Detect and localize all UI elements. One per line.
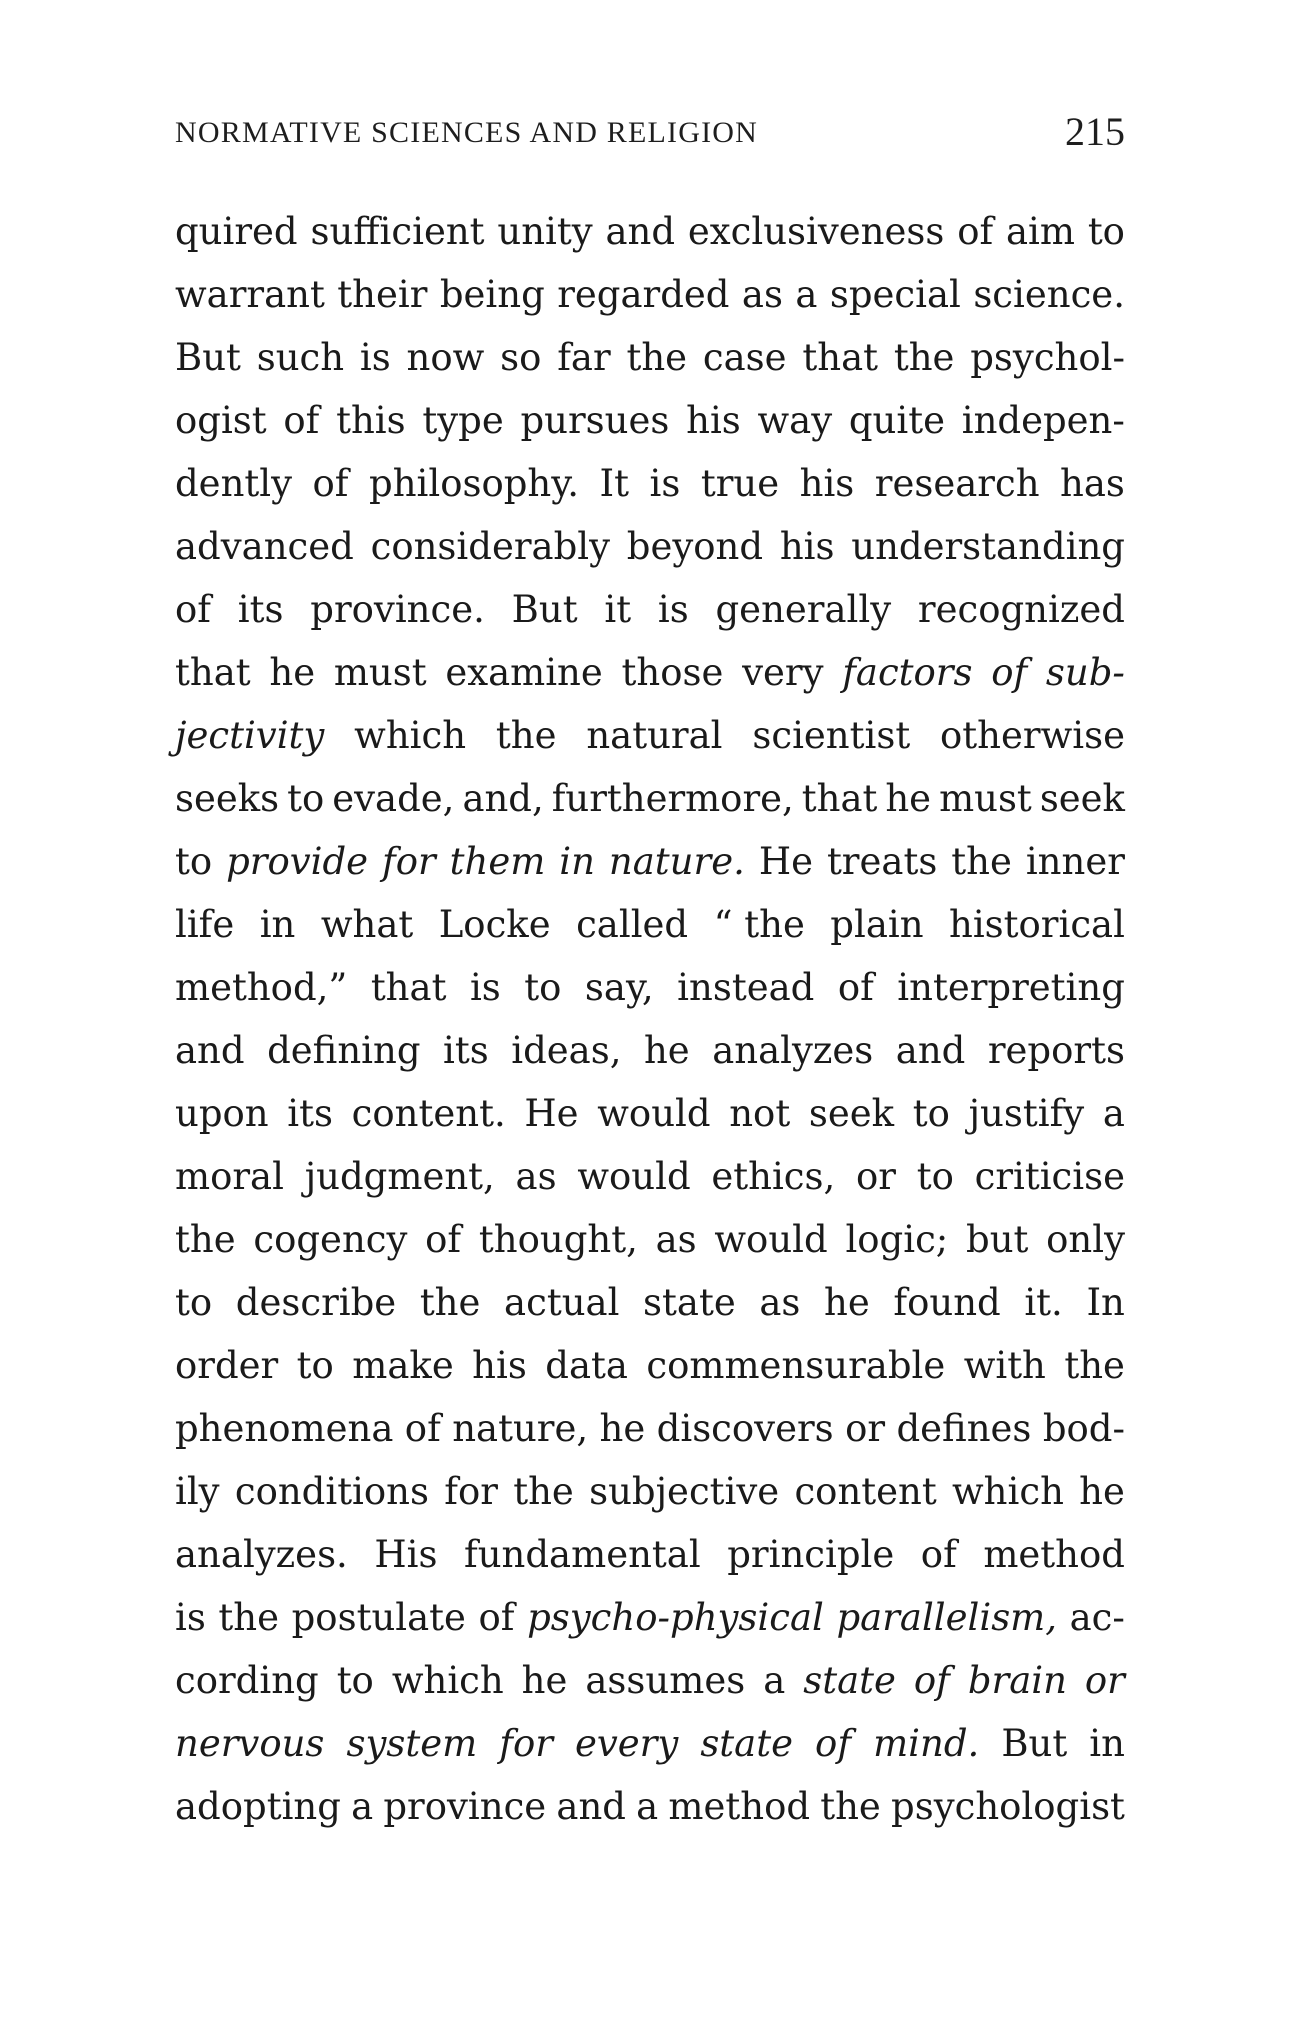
word: exclusiveness (687, 210, 945, 253)
word: found (893, 1281, 1001, 1324)
word: beyond (626, 525, 764, 568)
word: and (605, 210, 676, 253)
text-line (175, 1208, 1125, 1271)
word: to (912, 1092, 950, 1135)
word: must (939, 777, 1032, 820)
word: interpreting (897, 966, 1125, 1009)
word: to (1087, 210, 1125, 253)
word: method (983, 1533, 1125, 1576)
text-line (175, 1082, 1125, 1145)
word: recognized (917, 588, 1125, 631)
word: or (845, 1407, 886, 1450)
text-line (175, 1586, 1125, 1649)
word: seeks (175, 777, 280, 820)
word: seek (1039, 777, 1125, 820)
word: Locke (438, 903, 551, 946)
word: called (576, 903, 689, 946)
word: which (391, 1659, 504, 1702)
word: would (714, 1218, 828, 1261)
word: not (729, 1092, 791, 1135)
word: science. (973, 273, 1125, 316)
italic-word: of (991, 651, 1028, 694)
word: a (351, 1785, 374, 1828)
word: to (296, 1344, 334, 1387)
text-line (175, 641, 1125, 704)
word: and (175, 1029, 245, 1072)
italic-word: them (449, 840, 546, 883)
word: order (175, 1344, 279, 1387)
text-line (175, 452, 1125, 515)
word: of (312, 462, 349, 505)
word: so (500, 336, 542, 379)
word: logic; (845, 1218, 949, 1261)
word: His (374, 1533, 438, 1576)
italic-word: for (499, 1722, 553, 1765)
word: bod- (1042, 1407, 1125, 1450)
page-number: 215 (1065, 109, 1125, 154)
word: the (820, 1785, 881, 1828)
word: a (795, 273, 818, 316)
word: as (515, 1155, 557, 1198)
word: analyzes. (175, 1533, 348, 1576)
word: or (856, 1155, 896, 1198)
word: the (626, 336, 688, 379)
word: type (422, 399, 504, 442)
word: of (957, 210, 994, 253)
text-line (175, 263, 1125, 326)
word: He (758, 840, 813, 883)
word: a (763, 1659, 786, 1702)
word: the (951, 840, 1012, 883)
word: such (256, 336, 345, 379)
word: understanding (851, 525, 1125, 568)
word: evade, (332, 777, 455, 820)
word: is (359, 336, 391, 379)
word: phenomena (175, 1407, 394, 1450)
word: its (443, 1029, 489, 1072)
italic-word: of (913, 1659, 950, 1702)
word: his (779, 525, 835, 568)
word: aim (1006, 210, 1075, 253)
word: considerably (370, 525, 611, 568)
word: pursues (520, 399, 670, 442)
word: describe (235, 1281, 397, 1324)
word: its (237, 588, 284, 631)
word: of (478, 1596, 515, 1639)
word: data (545, 1344, 628, 1387)
word: and, (462, 777, 544, 820)
italic-word: sub- (1045, 651, 1125, 694)
word: method,” (175, 966, 348, 1009)
word: moral (175, 1155, 284, 1198)
word: unity (497, 210, 593, 253)
word: that (801, 777, 878, 820)
word: only (1046, 1218, 1125, 1261)
text-line (175, 389, 1125, 452)
word: as (655, 1218, 697, 1261)
word: and (895, 1029, 966, 1072)
word: far (557, 336, 611, 379)
word: It (599, 462, 629, 505)
word: state (643, 1281, 736, 1324)
word: research (874, 462, 1040, 505)
word: seek (808, 1092, 895, 1135)
word: he (521, 1659, 568, 1702)
word: is (175, 1596, 206, 1639)
word: In (1086, 1281, 1125, 1324)
word: historical (949, 903, 1125, 946)
word: ethics, (711, 1155, 836, 1198)
word: generally (715, 588, 892, 631)
word: examine (445, 651, 603, 694)
text-line (175, 1523, 1125, 1586)
word: indepen- (961, 399, 1125, 442)
word: has (1060, 462, 1125, 505)
word: being (439, 273, 545, 316)
word: now (406, 336, 485, 379)
word: must (333, 651, 427, 694)
text-line (175, 1334, 1125, 1397)
word: the (495, 714, 557, 757)
word: natural (586, 714, 723, 757)
word: but (966, 1218, 1029, 1261)
word: cording (175, 1659, 319, 1702)
word: otherwise (940, 714, 1125, 757)
word: warrant (175, 273, 325, 316)
word: very (742, 651, 824, 694)
word: dently (175, 462, 293, 505)
word: instead (677, 966, 815, 1009)
word: thought, (478, 1218, 638, 1261)
italic-word: every (574, 1722, 679, 1765)
word: what (320, 903, 414, 946)
word: and (556, 1785, 626, 1828)
word: judgment, (304, 1155, 495, 1198)
word: the (175, 1218, 236, 1261)
text-line (175, 767, 1125, 830)
text-line (175, 515, 1125, 578)
word: psychologist (891, 1785, 1125, 1828)
italic-word: provide (226, 840, 369, 883)
word: those (621, 651, 724, 694)
word: is (657, 588, 689, 631)
word: ogist (175, 399, 267, 442)
italic-word: or (1084, 1659, 1125, 1702)
text-line (175, 893, 1125, 956)
word: regarded (557, 273, 730, 316)
word: province (383, 1785, 547, 1828)
word: furthermore, (551, 777, 794, 820)
word: life (175, 903, 235, 946)
word: he (824, 1281, 870, 1324)
word: it. (1024, 1281, 1063, 1324)
italic-word: in (559, 840, 595, 883)
word: this (336, 399, 406, 442)
word: postulate (291, 1596, 466, 1639)
word: But (1001, 1722, 1068, 1765)
text-line (175, 1775, 1125, 1838)
text-line (175, 1145, 1125, 1208)
text-line (175, 200, 1125, 263)
text-line (175, 1019, 1125, 1082)
word: cogency (253, 1218, 408, 1261)
word: adopting (175, 1785, 341, 1828)
word: his (799, 462, 855, 505)
word: quired (175, 210, 298, 253)
word: is (469, 966, 501, 1009)
word: sufficient (310, 210, 485, 253)
text-line (175, 578, 1125, 641)
text-line (175, 704, 1125, 767)
body-text (175, 200, 1125, 1838)
word: of (404, 1407, 441, 1450)
word: of (425, 1218, 462, 1261)
word: true (700, 462, 780, 505)
word: province. (310, 588, 485, 631)
word: But (175, 336, 241, 379)
text-line (175, 1649, 1125, 1712)
text-line (175, 1460, 1125, 1523)
word: would (597, 1092, 711, 1135)
word: in (259, 903, 296, 946)
word: way (757, 399, 833, 442)
word: quite (848, 399, 945, 442)
italic-word: state (700, 1722, 793, 1765)
italic-word: brain (967, 1659, 1067, 1702)
word: “ the (713, 903, 805, 946)
word: its (287, 1092, 333, 1135)
word: to (175, 1281, 213, 1324)
word: conditions (234, 1470, 429, 1513)
text-line (175, 1271, 1125, 1334)
word: He (524, 1092, 579, 1135)
word: defines (896, 1407, 1032, 1450)
word: a (1102, 1092, 1125, 1135)
word: he (1079, 1470, 1125, 1513)
text-line (175, 1397, 1125, 1460)
word: ily (175, 1470, 220, 1513)
word: of (920, 1533, 957, 1576)
word: as (741, 273, 783, 316)
word: psychol- (970, 336, 1125, 379)
italic-word: for (382, 840, 436, 883)
word: in (1089, 1722, 1125, 1765)
word: it (604, 588, 632, 631)
italic-word: of (815, 1722, 852, 1765)
word: assumes (585, 1659, 746, 1702)
word: ac- (1069, 1596, 1125, 1639)
word: content. (351, 1092, 506, 1135)
word: make (352, 1344, 454, 1387)
word: treats (826, 840, 938, 883)
italic-word: nature. (608, 840, 745, 883)
running-head: NORMATIVE SCIENCES AND RELIGION (175, 116, 759, 149)
word: of (283, 399, 320, 442)
word: to (175, 840, 213, 883)
word: analyzes (712, 1029, 874, 1072)
word: say, (584, 966, 654, 1009)
word: actual (504, 1281, 620, 1324)
word: which (354, 714, 467, 757)
word: that (175, 651, 251, 694)
word: ideas, (511, 1029, 622, 1072)
word: his (686, 399, 741, 442)
word: case (702, 336, 787, 379)
italic-word: system (346, 1722, 478, 1765)
word: fundamental (464, 1533, 701, 1576)
word: the (893, 336, 955, 379)
word: But (511, 588, 578, 631)
word: the (1064, 1344, 1125, 1387)
text-line (175, 326, 1125, 389)
word: principle (727, 1533, 895, 1576)
italic-word: nervous (175, 1722, 325, 1765)
text-line (175, 956, 1125, 1019)
word: which (952, 1470, 1064, 1513)
word: of (837, 966, 874, 1009)
word: plain (830, 903, 924, 946)
page-header (175, 108, 1125, 158)
word: defining (267, 1029, 421, 1072)
word: the (513, 1470, 574, 1513)
word: his (472, 1344, 527, 1387)
word: with (963, 1344, 1046, 1387)
word: to (524, 966, 562, 1009)
word: he (885, 777, 932, 820)
italic-word: psycho-physical (527, 1596, 824, 1639)
word: method (668, 1785, 811, 1828)
word: to (916, 1155, 954, 1198)
word: discovers (656, 1407, 834, 1450)
italic-word: parallelism, (836, 1596, 1058, 1639)
word: that (370, 966, 447, 1009)
word: criticise (974, 1155, 1125, 1198)
word: scientist (752, 714, 911, 757)
word: content (794, 1470, 937, 1513)
italic-word: state (803, 1659, 896, 1702)
word: he (269, 651, 316, 694)
word: subjective (589, 1470, 780, 1513)
word: would (577, 1155, 691, 1198)
word: the (419, 1281, 481, 1324)
word: that (802, 336, 879, 379)
word: their (337, 273, 428, 316)
word: inner (1025, 840, 1125, 883)
text-line (175, 830, 1125, 893)
word: to (287, 777, 325, 820)
text-line (175, 1712, 1125, 1775)
word: philosophy. (369, 462, 580, 505)
word: to (336, 1659, 374, 1702)
word: for (444, 1470, 498, 1513)
word: he (599, 1407, 646, 1450)
word: advanced (175, 525, 354, 568)
word: the (218, 1596, 280, 1639)
word: reports (987, 1029, 1125, 1072)
italic-word: mind. (873, 1722, 980, 1765)
word: special (829, 273, 961, 316)
word: a (636, 1785, 659, 1828)
word: nature, (452, 1407, 589, 1450)
italic-word: jectivity (175, 714, 325, 757)
word: as (759, 1281, 801, 1324)
word: of (175, 588, 211, 631)
word: justify (968, 1092, 1085, 1135)
word: upon (175, 1092, 269, 1135)
word: is (649, 462, 681, 505)
italic-word: factors (842, 651, 973, 694)
word: he (643, 1029, 690, 1072)
word: commensurable (646, 1344, 946, 1387)
